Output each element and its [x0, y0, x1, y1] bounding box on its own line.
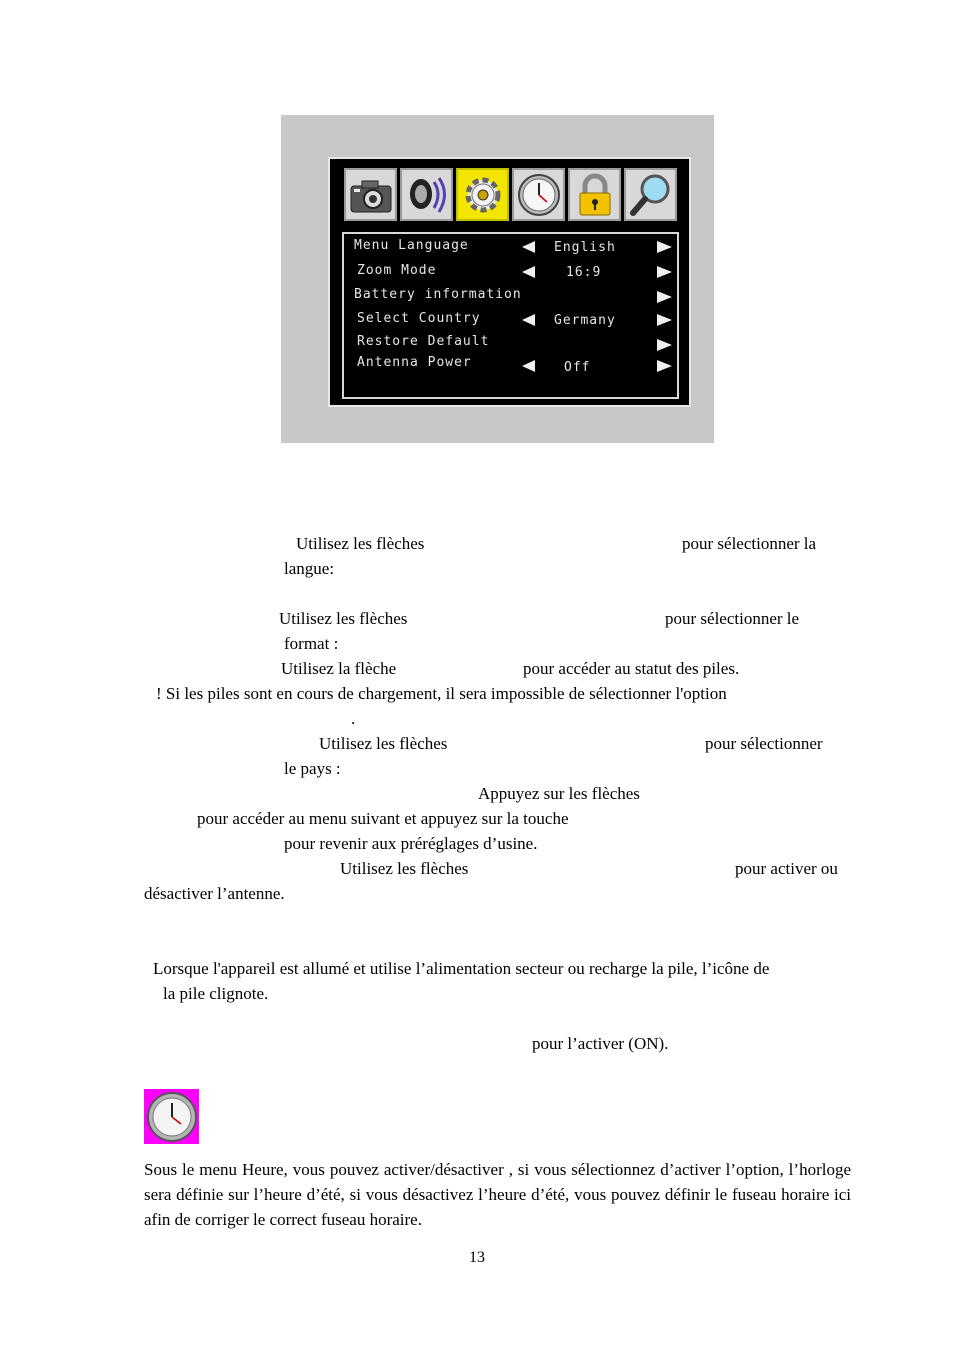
text-line: désactiver l’antenne. [144, 884, 285, 903]
settings-menu-list [342, 232, 679, 399]
menu-row-zoom[interactable] [344, 263, 677, 285]
text-line: langue: [284, 559, 335, 578]
clock-icon[interactable] [512, 168, 565, 221]
text-line: pour activer ou [735, 859, 838, 878]
right-arrow-icon[interactable] [657, 360, 672, 372]
menu-label: Antenna Power [357, 355, 472, 370]
gear-icon[interactable] [456, 168, 509, 221]
text-line: le pays : [284, 759, 341, 778]
paragraph-summer-time: Sous le menu Heure, vous pouvez activer/désactiver , si vous sélectionnez d’activer l’option, l’horloge sera définie sur l’heure d’été, si vous désactivez l’heure d’été, vous pouvez définir le fuseau horaire ici afin de corriger le correct fuseau horaire. [144, 1160, 851, 1229]
menu-row-country[interactable] [344, 311, 677, 333]
left-arrow-icon[interactable] [522, 360, 535, 372]
text-line: format : [284, 634, 339, 653]
padlock-icon[interactable] [568, 168, 621, 221]
left-arrow-icon[interactable] [522, 314, 535, 326]
text-line: ! Si les piles sont en cours de chargement, il sera impossible de sélectionner l'option [156, 684, 727, 703]
text-line: pour l’activer (ON). [532, 1034, 669, 1053]
text-line: Lorsque l'appareil est allumé et utilise l’alimentation secteur ou recharge la pile, l’icône de [153, 959, 770, 978]
right-arrow-icon[interactable] [657, 339, 672, 351]
left-arrow-icon[interactable] [522, 241, 535, 253]
menu-value: Off [564, 360, 591, 375]
text-line: pour sélectionner le [665, 609, 800, 628]
menu-value: Germany [554, 313, 616, 328]
menu-screenshot [281, 115, 714, 443]
menu-label: Restore Default [357, 334, 490, 349]
camera-icon[interactable] [344, 168, 397, 221]
text-line: pour accéder au menu suivant et appuyez sur la touche [197, 809, 569, 828]
text-line: Utilisez les flèches [279, 609, 408, 628]
page-number: 13 [469, 1249, 485, 1266]
right-arrow-icon[interactable] [657, 241, 672, 253]
menu-row-antenna[interactable] [344, 355, 677, 377]
menu-row-restore[interactable] [344, 334, 677, 356]
right-arrow-icon[interactable] [657, 266, 672, 278]
text-line: Utilisez les flèches [296, 534, 425, 553]
text-line: pour sélectionner la [682, 534, 817, 553]
menu-row-battery[interactable] [344, 287, 677, 309]
right-arrow-icon[interactable] [657, 291, 672, 303]
text-line: la pile clignote. [163, 984, 269, 1003]
text-line: pour accéder au statut des piles. [523, 659, 740, 678]
magnifier-icon[interactable] [624, 168, 677, 221]
menu-label: Battery information [354, 287, 522, 302]
menu-value: English [554, 240, 616, 255]
menu-label: Zoom Mode [357, 263, 437, 278]
text-line: Utilisez les flèches [319, 734, 448, 753]
menu-tab-bar [344, 168, 677, 221]
speaker-icon[interactable] [400, 168, 453, 221]
text-line: pour revenir aux préréglages d’usine. [284, 834, 538, 853]
menu-label: Menu Language [354, 238, 469, 253]
text-line: pour sélectionner [705, 734, 823, 753]
osd-menu [328, 157, 691, 407]
left-arrow-icon[interactable] [522, 266, 535, 278]
menu-value: 16:9 [566, 265, 602, 280]
clock-icon [144, 1089, 199, 1144]
text-line: Utilisez les flèches [340, 859, 469, 878]
menu-label: Select Country [357, 311, 481, 326]
text-line: Utilisez la flèche [281, 659, 397, 678]
right-arrow-icon[interactable] [657, 314, 672, 326]
text-line: Appuyez sur les flèches [478, 784, 640, 803]
menu-row-language[interactable] [344, 238, 677, 260]
text-line: . [351, 709, 356, 728]
